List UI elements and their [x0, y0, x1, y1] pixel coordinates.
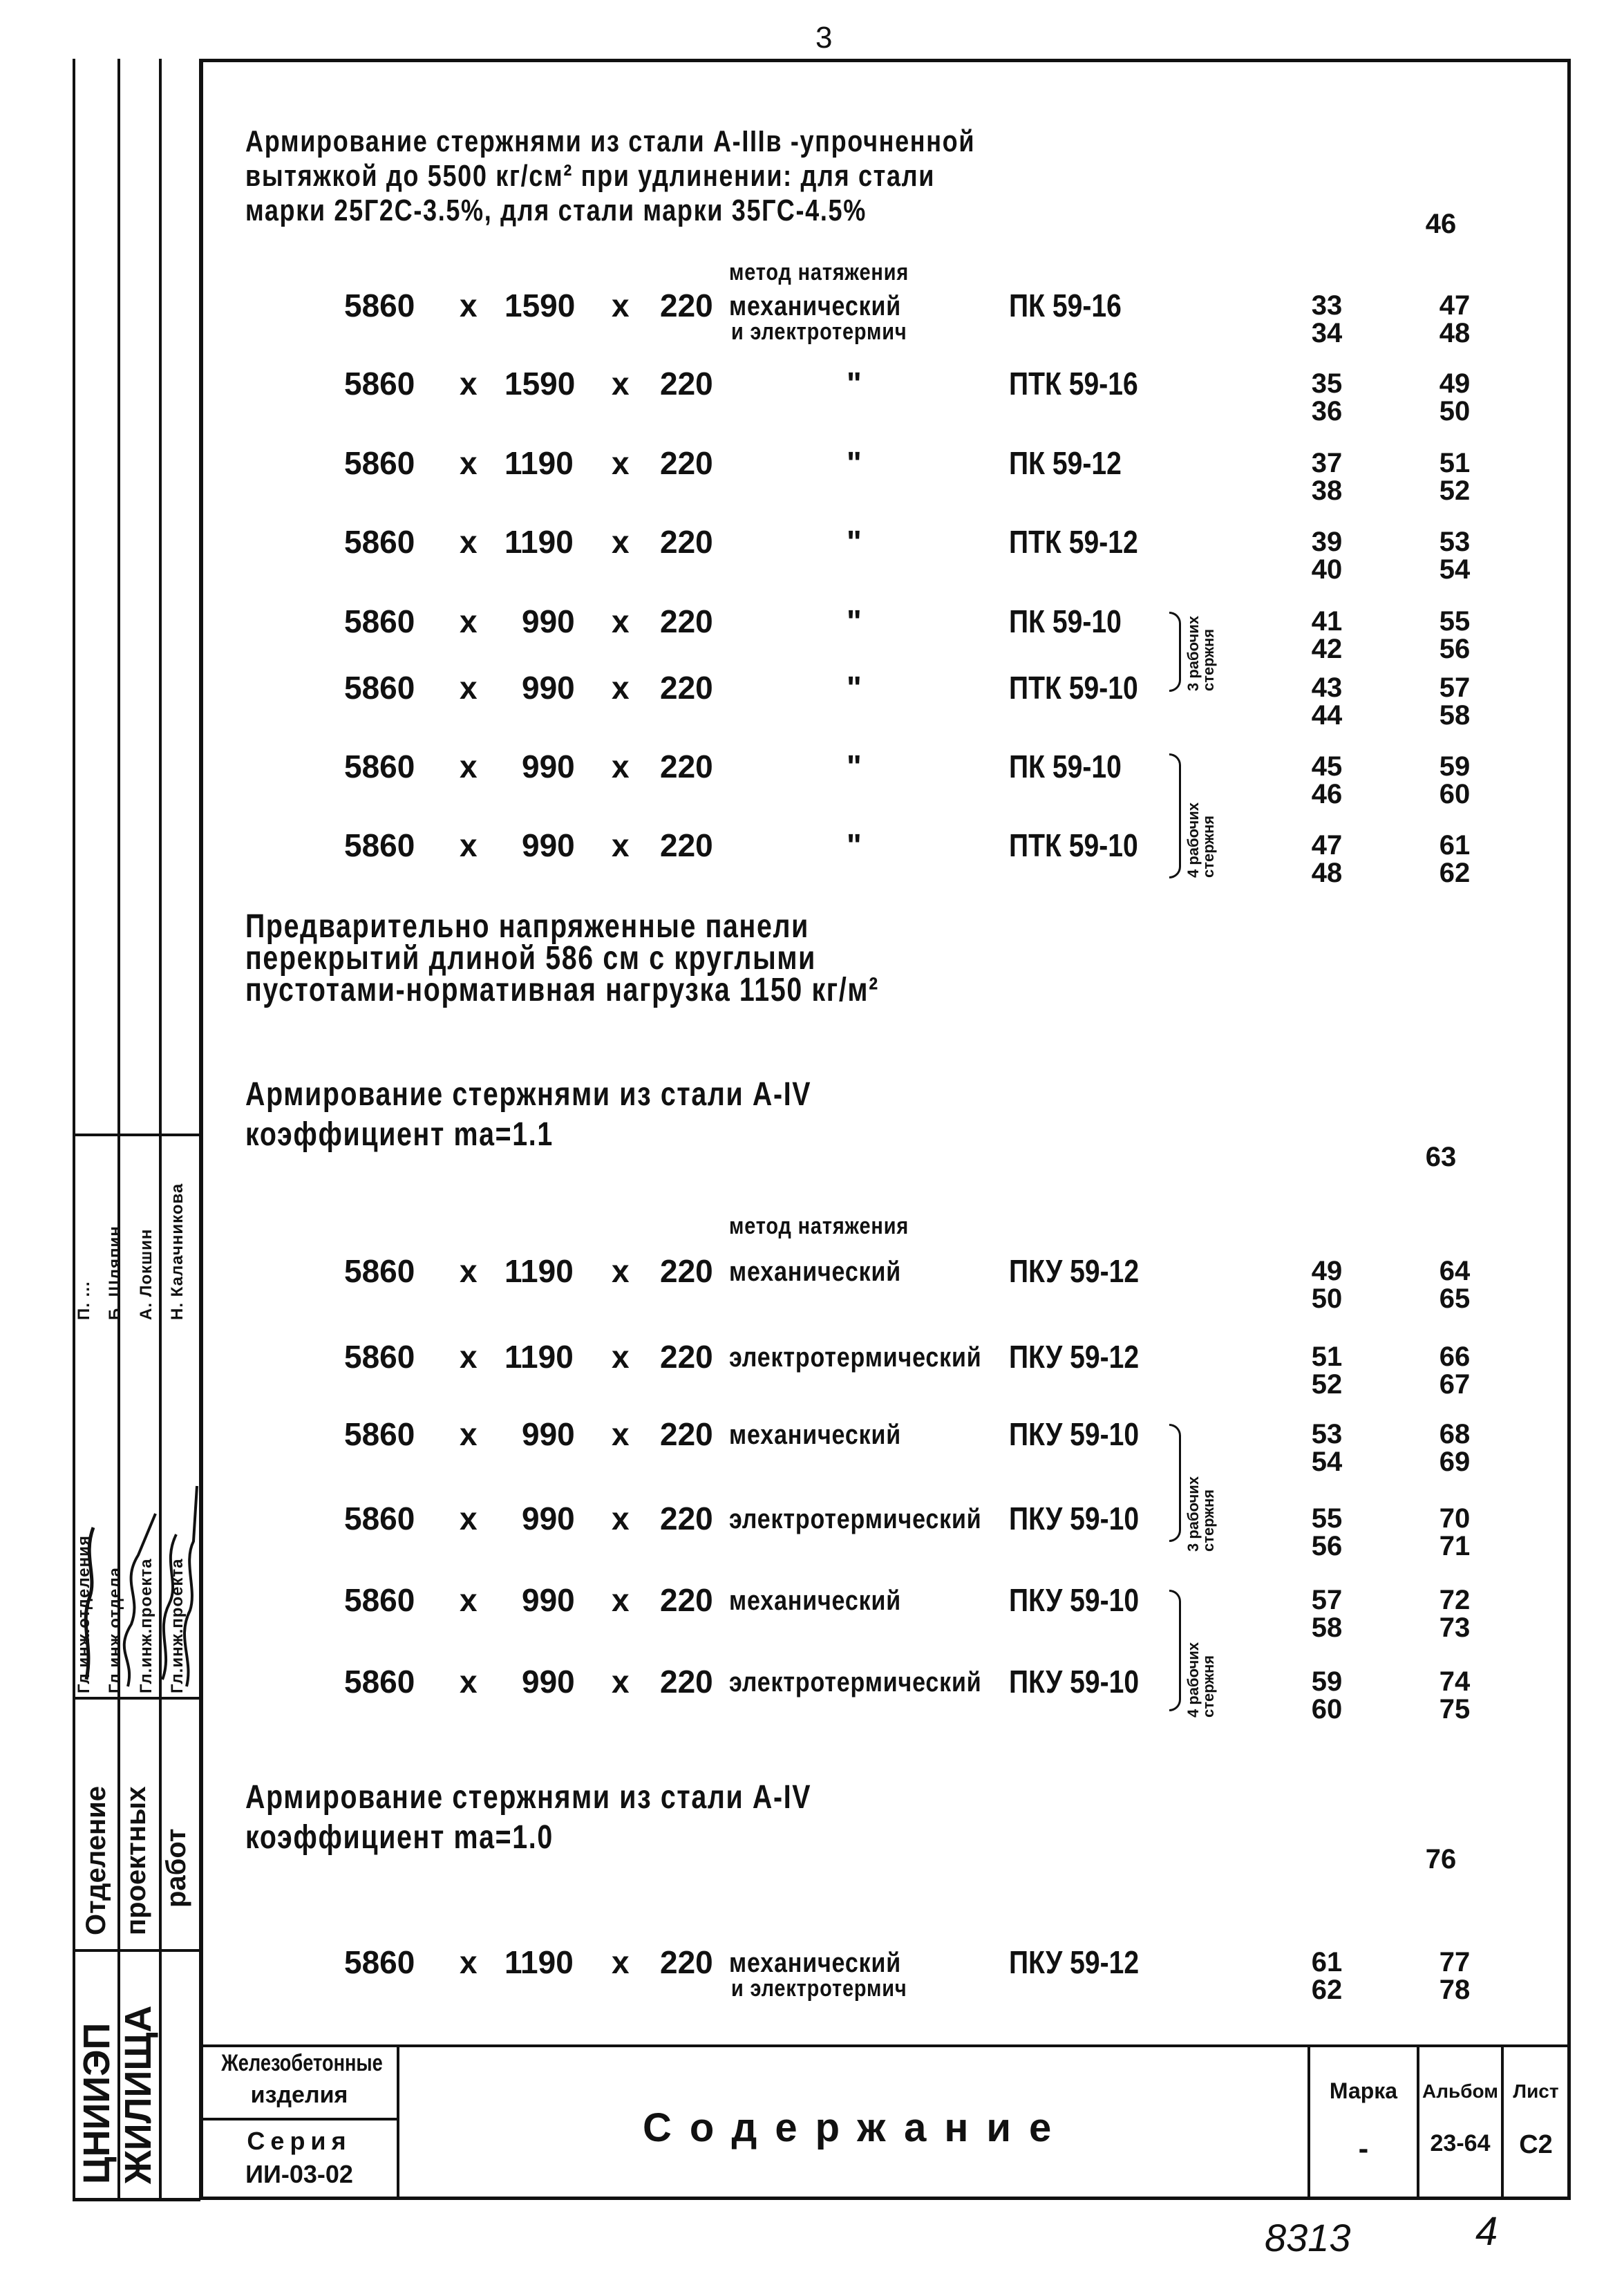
mark-cell: Марка - [1307, 2044, 1419, 2200]
panel-length: 5860 [344, 1501, 415, 1536]
panel-width: 990 [522, 1501, 575, 1536]
panel-length: 5860 [344, 827, 415, 863]
times-sign: x [460, 524, 478, 560]
times-sign: x [612, 1501, 630, 1536]
panel-height: 220 [660, 1582, 713, 1618]
times-sign: x [460, 827, 478, 863]
sheet-number: 37 [1311, 448, 1343, 478]
sheet-number: 48 [1311, 858, 1343, 888]
sheet-number: 57 [1311, 1585, 1343, 1615]
sheet-number: 55 [1311, 1503, 1343, 1534]
panel-height: 220 [660, 603, 713, 639]
department-name: Отделение проектных работ [81, 1786, 191, 1935]
panel-length: 5860 [344, 1944, 415, 1980]
panel-mark: ПТК 59-10 [1009, 670, 1138, 706]
album-page: 72 [1439, 1585, 1471, 1615]
series-cell: Серия ИИ-03-02 [199, 2118, 399, 2200]
sheet-number: 39 [1311, 527, 1343, 557]
ditto-mark: " [847, 366, 862, 402]
album-page: 54 [1439, 554, 1471, 585]
brace-three-bars-1 [1169, 612, 1181, 692]
panel-mark: ПКУ 59-10 [1009, 1664, 1140, 1700]
panel-length: 5860 [344, 1416, 415, 1452]
ditto-mark: " [847, 524, 862, 560]
sheet-number: 54 [1311, 1447, 1343, 1477]
panel-width: 1190 [504, 1944, 574, 1980]
stamp-line-h1 [73, 2198, 200, 2201]
footer-sheet-number: 4 [1475, 2209, 1498, 2254]
album-page: 74 [1439, 1666, 1471, 1697]
sheet-number: 44 [1311, 700, 1343, 731]
times-sign: x [460, 1944, 478, 1980]
times-sign: x [612, 670, 630, 706]
ditto-mark: " [847, 827, 862, 863]
album-page: 66 [1439, 1342, 1471, 1372]
panel-mark: ПК 59-10 [1009, 749, 1122, 784]
section-heading-1: Армирование стержнями из стали А-IIIв -упрочненной вытяжкой до 5500 кг/см² при удлинении: для стали марки 25Г2С-3.5%, для стали марки 35ГС-4.5% [245, 124, 976, 227]
album-page: 55 [1439, 606, 1471, 637]
section-heading-2: Предварительно напряженные панели перекрытий длиной 586 см с круглыми пустотами-нормативная нагрузка 1150 кг/м² [245, 908, 879, 1008]
method-header-2: метод натяжения [729, 1213, 909, 1239]
album-page: 70 [1439, 1503, 1471, 1534]
panel-length: 5860 [344, 1582, 415, 1618]
times-sign: x [460, 445, 478, 481]
album-page: 60 [1439, 779, 1471, 809]
times-sign: x [460, 670, 478, 706]
tension-method: механический [729, 1948, 901, 1978]
sheet-number: 41 [1311, 606, 1343, 637]
album-page: 51 [1439, 448, 1471, 478]
album-page: 67 [1439, 1369, 1471, 1400]
times-sign: x [612, 366, 630, 402]
stamp-line-h2 [73, 1949, 200, 1952]
panel-width: 990 [522, 827, 575, 863]
panel-length: 5860 [344, 603, 415, 639]
panel-width: 990 [522, 670, 575, 706]
panel-height: 220 [660, 1664, 713, 1700]
album-page: 71 [1439, 1531, 1471, 1561]
panel-height: 220 [660, 288, 713, 323]
org-name: ЦНИИЭП ЖИЛИЩА [76, 2005, 159, 2184]
sheet-number: 56 [1311, 1531, 1343, 1561]
sheet-number: 47 [1311, 830, 1343, 861]
album-page: 68 [1439, 1419, 1471, 1449]
stamp-role: Гл.инж.проекта [168, 1558, 187, 1693]
signature-3 [162, 1534, 176, 1680]
signature-1 [86, 1527, 93, 1680]
tension-method-2: и электротермич [731, 1975, 907, 2002]
brace-note-four-2: 4 рабочих стержня [1184, 1642, 1217, 1718]
stamp-name: Н. Калачникова [168, 1183, 187, 1320]
sheet-number: 35 [1311, 368, 1343, 399]
sheet-number: 62 [1311, 1975, 1343, 2005]
sheet-number: 33 [1311, 290, 1343, 321]
panel-height: 220 [660, 1944, 713, 1980]
sheet-number: 34 [1311, 318, 1343, 348]
album-page: 58 [1439, 700, 1471, 731]
section-1-album-page: 46 [1425, 209, 1457, 239]
album-page: 65 [1439, 1283, 1471, 1314]
album-page: 49 [1439, 368, 1471, 399]
panel-mark: ПКУ 59-12 [1009, 1339, 1140, 1375]
panel-height: 220 [660, 1501, 713, 1536]
album-page: 69 [1439, 1447, 1471, 1477]
panel-width: 990 [522, 603, 575, 639]
section-heading-3: Армирование стержнями из стали А-IV коэффициент mа=1.1 [245, 1076, 812, 1153]
panel-width: 990 [522, 1582, 575, 1618]
panel-length: 5860 [344, 1339, 415, 1375]
tension-method: электротермический [729, 1342, 982, 1373]
times-sign: x [460, 1253, 478, 1289]
album-page: 56 [1439, 634, 1471, 664]
panel-width: 990 [522, 1664, 575, 1700]
panel-length: 5860 [344, 1664, 415, 1700]
panel-width: 990 [522, 1416, 575, 1452]
ditto-mark: " [847, 749, 862, 784]
section-3-album-page: 63 [1425, 1142, 1457, 1172]
tension-method: механический [729, 291, 901, 321]
times-sign: x [612, 1416, 630, 1452]
tension-method: электротермический [729, 1504, 982, 1534]
sheet-number: 49 [1311, 1256, 1343, 1286]
panel-height: 220 [660, 827, 713, 863]
sheet-number: 58 [1311, 1612, 1343, 1643]
stamp-name: А. Локшин [137, 1228, 155, 1320]
brace-four-bars-2 [1169, 1590, 1181, 1711]
album-page: 75 [1439, 1694, 1471, 1724]
sheet-cell: Лист С2 [1501, 2044, 1571, 2200]
times-sign: x [612, 445, 630, 481]
ditto-mark: " [847, 445, 862, 481]
tension-method-2: и электротермич [731, 319, 907, 345]
panel-width: 1190 [504, 1339, 574, 1375]
album-page: 64 [1439, 1256, 1471, 1286]
panel-length: 5860 [344, 288, 415, 323]
panel-height: 220 [660, 1339, 713, 1375]
panel-length: 5860 [344, 1253, 415, 1289]
sheet-number: 60 [1311, 1694, 1343, 1724]
sheet-number: 51 [1311, 1342, 1343, 1372]
times-sign: x [612, 1664, 630, 1700]
album-page: 78 [1439, 1975, 1471, 2005]
album-page: 48 [1439, 318, 1471, 348]
sheet-number: 53 [1311, 1419, 1343, 1449]
stamp-role: Гл.инж.проекта [137, 1558, 155, 1693]
times-sign: x [460, 1339, 478, 1375]
sheet-number: 59 [1311, 1666, 1343, 1697]
panel-width: 990 [522, 749, 575, 784]
panel-mark: ПК 59-10 [1009, 603, 1122, 639]
panel-width: 1590 [504, 288, 576, 323]
section-4-album-page: 76 [1425, 1844, 1457, 1874]
sheet-number: 42 [1311, 634, 1343, 664]
brace-note-three-1: 3 рабочих стержня [1184, 615, 1217, 691]
times-sign: x [612, 1944, 630, 1980]
times-sign: x [612, 288, 630, 323]
stamp-role: Гл.инж.отдела [106, 1567, 124, 1693]
times-sign: x [612, 1253, 630, 1289]
panel-width: 1190 [504, 524, 574, 560]
tension-method: электротермический [729, 1667, 982, 1698]
album-page: 53 [1439, 527, 1471, 557]
panel-mark: ПК 59-12 [1009, 445, 1122, 481]
panel-mark: ПКУ 59-12 [1009, 1253, 1140, 1289]
times-sign: x [612, 603, 630, 639]
sheet-number: 38 [1311, 476, 1343, 506]
tension-method: механический [729, 1420, 901, 1450]
times-sign: x [612, 827, 630, 863]
panel-height: 220 [660, 445, 713, 481]
times-sign: x [460, 288, 478, 323]
times-sign: x [460, 749, 478, 784]
panel-length: 5860 [344, 670, 415, 706]
album-cell: Альбом 23-64 [1417, 2044, 1504, 2200]
panel-height: 220 [660, 1253, 713, 1289]
album-page: 47 [1439, 290, 1471, 321]
panel-height: 220 [660, 366, 713, 402]
tension-method: механический [729, 1586, 901, 1616]
page-number: 3 [815, 21, 833, 55]
sheet-number: 40 [1311, 554, 1343, 585]
brace-note-three-2: 3 рабочих стержня [1184, 1476, 1217, 1552]
times-sign: x [460, 1664, 478, 1700]
brace-four-bars-1 [1169, 753, 1181, 878]
panel-mark: ПКУ 59-10 [1009, 1501, 1140, 1536]
sheet-number: 50 [1311, 1283, 1343, 1314]
method-header-1: метод натяжения [729, 259, 909, 285]
album-page: 61 [1439, 830, 1471, 861]
sheet-number: 43 [1311, 673, 1343, 703]
panel-height: 220 [660, 1416, 713, 1452]
panel-width: 1190 [504, 1253, 574, 1289]
ditto-mark: " [847, 670, 862, 706]
times-sign: x [612, 524, 630, 560]
panel-mark: ПКУ 59-12 [1009, 1944, 1140, 1980]
times-sign: x [460, 1416, 478, 1452]
panel-length: 5860 [344, 366, 415, 402]
times-sign: x [460, 1501, 478, 1536]
panel-mark: ПТК 59-10 [1009, 827, 1138, 863]
times-sign: x [460, 366, 478, 402]
ditto-mark: " [847, 603, 862, 639]
stamp-name: П. ... [75, 1281, 93, 1320]
panel-length: 5860 [344, 445, 415, 481]
panel-mark: ПК 59-16 [1009, 288, 1122, 323]
signatures [73, 1472, 200, 1700]
times-sign: x [460, 603, 478, 639]
panel-height: 220 [660, 524, 713, 560]
album-page: 59 [1439, 751, 1471, 782]
section-heading-4: Армирование стержнями из стали А-IV коэффициент mа=1.0 [245, 1779, 812, 1856]
panel-height: 220 [660, 749, 713, 784]
sheet-number: 45 [1311, 751, 1343, 782]
album-page: 77 [1439, 1947, 1471, 1977]
panel-length: 5860 [344, 524, 415, 560]
panel-length: 5860 [344, 749, 415, 784]
album-page: 62 [1439, 858, 1471, 888]
panel-height: 220 [660, 670, 713, 706]
panel-width: 1190 [504, 445, 574, 481]
product-cell: Железобетонные изделия [199, 2044, 399, 2121]
album-page: 57 [1439, 673, 1471, 703]
stamp-name: Б. Шляпин [106, 1225, 124, 1320]
sheet-number: 36 [1311, 396, 1343, 426]
brace-note-four-1: 4 рабочих стержня [1184, 802, 1217, 878]
stamp-role: Гл.инж.отделения [75, 1535, 93, 1693]
tension-method: механический [729, 1257, 901, 1287]
panel-mark: ПКУ 59-10 [1009, 1416, 1140, 1452]
sheet-number: 52 [1311, 1369, 1343, 1400]
times-sign: x [612, 749, 630, 784]
panel-mark: ПКУ 59-10 [1009, 1582, 1140, 1618]
times-sign: x [612, 1582, 630, 1618]
panel-width: 1590 [504, 366, 576, 402]
inventory-number: 8313 [1265, 2216, 1351, 2259]
sheet-number: 61 [1311, 1947, 1343, 1977]
times-sign: x [460, 1582, 478, 1618]
sheet-title: Содержание [643, 2105, 1070, 2150]
signature-4 [185, 1486, 197, 1686]
signature-2 [124, 1514, 155, 1686]
brace-three-bars-2 [1169, 1424, 1181, 1542]
panel-mark: ПТК 59-12 [1009, 524, 1138, 560]
times-sign: x [612, 1339, 630, 1375]
sheet-number: 46 [1311, 779, 1343, 809]
album-page: 73 [1439, 1612, 1471, 1643]
album-page: 52 [1439, 476, 1471, 506]
panel-mark: ПТК 59-16 [1009, 366, 1138, 402]
album-page: 50 [1439, 396, 1471, 426]
